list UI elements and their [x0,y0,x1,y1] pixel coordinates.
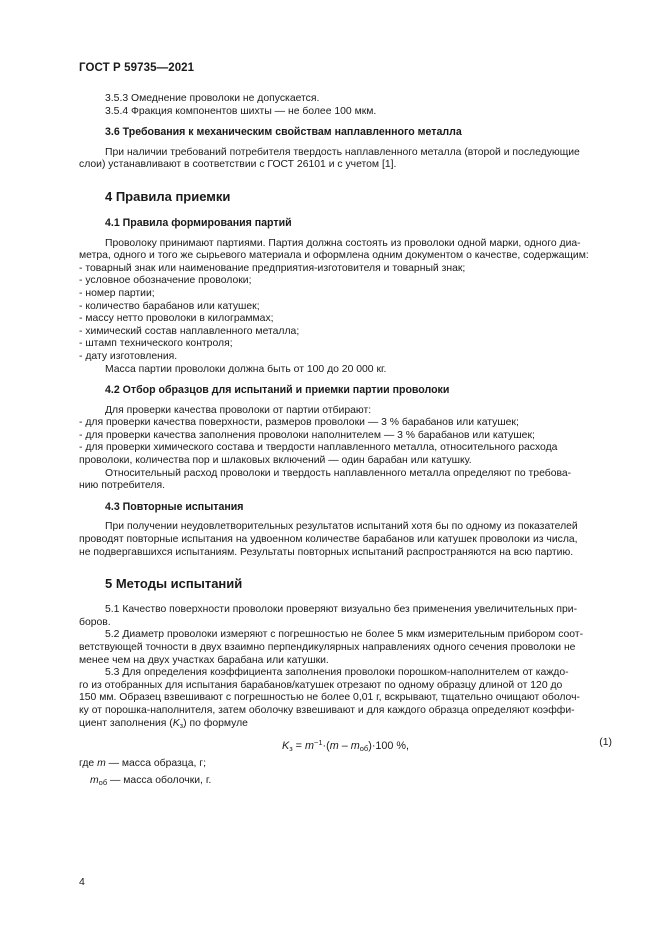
list-item: - товарный знак или наименование предприятия-изготовителя и товарный знак; [79,262,466,274]
paragraph-3-6: При наличии требований потребителя твердость наплавленного металла (второй и последующие слои) устанавливают в соответствии с ГОСТ 26101 и с учетом [1]. [79,146,580,171]
heading-4-2: 4.2 Отбор образцов для испытаний и приемки партии проволоки [105,384,450,397]
paragraph-4-3: При получении неудовлетворительных результатов испытаний хотя бы по одному из показателей проводят повторные испытания на удвоенном количестве барабанов или катушек проволоки из числа, не подвергавшихся испытаниям. Результаты повторных испытаний распространяются на всю партию. [79,521,578,558]
page-number: 4 [79,876,85,888]
paragraph-batch-mass: Масса партии проволоки должна быть от 100 до 20 000 кг. [105,363,387,375]
paragraph-3-5-3: 3.5.3 Омеднение проволоки не допускается. [105,93,320,104]
heading-3-6: 3.6 Требования к механическим свойствам наплавленного металла [105,126,462,139]
formula-number: (1) [599,737,612,749]
heading-4-3: 4.3 Повторные испытания [105,500,244,513]
list-item: - количество барабанов или катушек; [79,300,260,312]
document-header: ГОСТ Р 59735—2021 [79,62,195,74]
paragraph-5-3: 5.3 Для определения коэффициента заполнения проволоки порошком-наполнителем от каждо- го из отобранных для испытания барабанов/катушек отрезают по одному образцу длиной от 120 до 150 мм. Образец взвешивают с погрешностью не более 0,01 г, вскрывают, тщательно очищают оболоч- ку от порошка-наполнителя, затем оболочку взвешивают и для каждого образца определяют коэффи- циент заполнения $(K_з)$ по формуле [79,667,580,730]
list-4-1 [79,263,614,364]
heading-section-4: 4 Правила приемки [105,188,231,204]
paragraph-5-1: 5.1 Качество поверхности проволоки проверяют визуально без применения увеличительных при- боров. [79,604,578,628]
paragraph-4-2: Для проверки качества проволоки от партии отбирают: - для проверки качества поверхности, размеров проволоки — 3 % барабанов или катушек; - для проверки качества заполнения проволоки наполнителем — 3 % барабанов или катушек; - для проверки химического состава и твердости наплавленного металла, относительного расхода проволоки, количества пор и шлаковых включений — один барабан или катушку. Относительный расход проволоки и твердость наплавленного металла определяют по требова- нию потребителя. [79,404,572,492]
formula-legend [79,758,614,789]
paragraph-4-1-intro: Проволоку принимают партиями. Партия должна состоять из проволоки одной марки, одного диа- метра, одного и того же сырьевого материала и оформлена одним документом о качестве, содержащим: [79,237,589,262]
formula-expression: $K_з = m^{-1}\cdot(m - m_{об})\cdot 100$ %, [282,738,410,754]
formula-fill-coefficient [79,734,614,754]
legend-item: где m — масса образца, г; [79,758,206,770]
list-item: - химический состав наплавленного металла; [79,325,300,337]
list-item: - дату изготовления. [79,350,178,362]
paragraph-5-2: 5.2 Диаметр проволоки измеряют с погрешностью не более 5 мкм измерительным прибором соот- ветствующей точности в двух взаимно перпендикулярных направлениях одного сечения проволоки не менее чем на двух участках барабана или катушки. [79,629,584,666]
list-item: - массу нетто проволоки в килограммах; [79,313,274,325]
list-item: - штамп технического контроля; [79,338,233,350]
list-item: - номер партии; [79,287,155,299]
paragraph-3-5-4: 3.5.4 Фракция компонентов шихты — не более 100 мкм. [105,105,377,117]
heading-section-5: 5 Методы испытаний [105,576,243,592]
legend-item: $m_{об}$ — масса оболочки, г. [90,774,212,787]
document-body [79,93,614,789]
heading-4-1: 4.1 Правила формирования партий [105,216,292,229]
list-item: - условное обозначение проволоки; [79,275,252,287]
